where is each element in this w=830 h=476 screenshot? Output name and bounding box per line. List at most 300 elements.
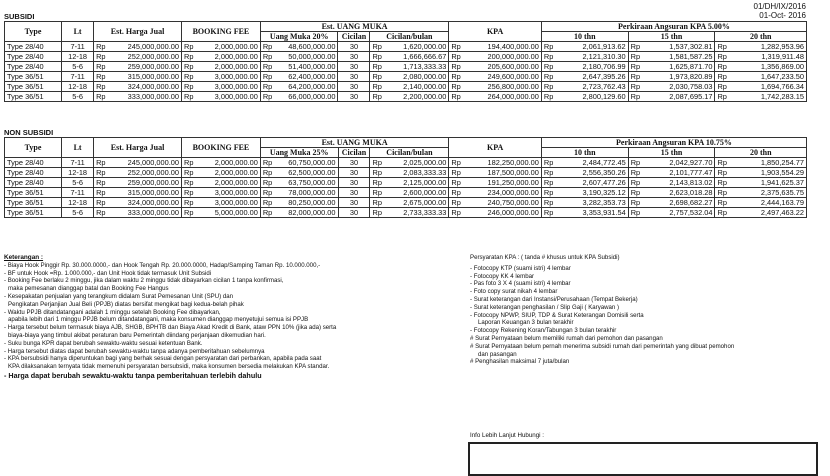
cell-kpa: 191,250,000.00 xyxy=(461,178,541,188)
currency-label: Rp xyxy=(541,178,554,188)
currency-label: Rp xyxy=(94,82,107,92)
currency-label: Rp xyxy=(260,188,273,198)
list-item: Pengikatan Perjanjian Jual Beli (PPJB) diatas bersifat mengikat bagi kedua-belah pihak xyxy=(8,300,244,308)
currency-label: Rp xyxy=(94,62,107,72)
cell-harga: 259,000,000.00 xyxy=(106,178,181,188)
cell-cicilan: 30 xyxy=(338,168,370,178)
cell-10thn: 2,121,310.30 xyxy=(554,52,628,62)
cell-booking: 5,000,000.00 xyxy=(194,208,260,218)
currency-label: Rp xyxy=(370,188,383,198)
currency-label: Rp xyxy=(449,42,462,52)
cell-cicilan-bulan: 2,600,000.00 xyxy=(383,188,449,198)
list-item: # Surat Pernyataan belum memiliki rumah dari pemohon dan pasangan xyxy=(470,334,663,342)
currency-label: Rp xyxy=(715,62,728,72)
cell-cicilan: 30 xyxy=(338,42,370,52)
currency-label: Rp xyxy=(715,158,728,168)
list-item: - Fotocopy Rekening Koran/Tabungan 3 bulan terakhir xyxy=(470,327,617,335)
currency-label: Rp xyxy=(449,92,462,102)
cell-20thn: 1,319,911.48 xyxy=(728,52,807,62)
cell-harga: 245,000,000.00 xyxy=(106,158,181,168)
cell-cicilan-bulan: 2,675,000.00 xyxy=(383,198,449,208)
cell-harga: 245,000,000.00 xyxy=(106,42,181,52)
nonsubsidi-price-table xyxy=(4,137,807,218)
cell-lt: 12-18 xyxy=(62,198,94,208)
list-item: - Suku bunga KPR dapat berubah sewaktu-waktu sesuai ketentuan Bank. xyxy=(4,339,203,347)
table-row xyxy=(5,168,807,178)
currency-label: Rp xyxy=(182,158,195,168)
currency-label: Rp xyxy=(628,188,641,198)
cell-20thn: 2,375,635.75 xyxy=(728,188,807,198)
cell-15thn: 2,698,682.27 xyxy=(641,198,715,208)
currency-label: Rp xyxy=(94,72,107,82)
cell-15thn: 2,030,758.03 xyxy=(641,82,715,92)
currency-label: Rp xyxy=(260,178,273,188)
keterangan-list xyxy=(4,262,459,371)
cell-15thn: 1,537,302.81 xyxy=(641,42,715,52)
cell-cicilan: 30 xyxy=(338,52,370,62)
cell-cicilan: 30 xyxy=(338,198,370,208)
currency-label: Rp xyxy=(94,52,107,62)
col-harga: Est. Harga Jual xyxy=(94,22,182,42)
list-item: - Biaya Hook Pinggir Rp. 30.000.0000,- dan Hook Tengah Rp. 20.000.0000, Hadap/Samping Taman Rp. 10.000.000,- xyxy=(4,261,321,269)
list-item: - Surat keterangan penghasilan / Slip Gaji ( Karyawan ) xyxy=(470,303,620,311)
currency-label: Rp xyxy=(182,52,195,62)
list-item: - Harga tersebut belum termasuk biaya AJB, SHGB, BPHTB dan Biaya Akad Kredit di Bank, ataw PPN 10% (jika ada) serta xyxy=(4,324,337,332)
list-item: - Fotocopy NPWP, SIUP, TDP & Surat Keterangan Domisili serta xyxy=(470,311,644,319)
persyaratan-title: Persyaratan KPA : ( tanda # khusus untuk KPA Subsidi) xyxy=(470,254,620,261)
table-row xyxy=(5,188,807,198)
currency-label: Rp xyxy=(94,168,107,178)
currency-label: Rp xyxy=(628,168,641,178)
currency-label: Rp xyxy=(541,62,554,72)
col-um-pct: Uang Muka 20% xyxy=(260,32,338,42)
cell-cicilan-bulan: 2,733,333.33 xyxy=(383,208,449,218)
cell-booking: 2,000,000.00 xyxy=(194,178,260,188)
cell-uang-muka: 62,400,000.00 xyxy=(273,72,338,82)
currency-label: Rp xyxy=(628,178,641,188)
cell-cicilan-bulan: 2,125,000.00 xyxy=(383,178,449,188)
cell-15thn: 2,087,695.17 xyxy=(641,92,715,102)
currency-label: Rp xyxy=(260,208,273,218)
document-header xyxy=(754,2,806,20)
cell-15thn: 2,101,777.47 xyxy=(641,168,715,178)
cell-10thn: 2,800,129.60 xyxy=(554,92,628,102)
currency-label: Rp xyxy=(449,208,462,218)
cell-cicilan: 30 xyxy=(338,92,370,102)
currency-label: Rp xyxy=(449,72,462,82)
cell-10thn: 2,556,350.26 xyxy=(554,168,628,178)
cell-kpa: 264,000,000.00 xyxy=(461,92,541,102)
list-item: Laporan Keuangan 3 bulan terakhir xyxy=(478,319,574,327)
list-item: # Surat Pernyataan belum pernah menerima subsidi rumah dari pemerintah yang dibuat pemohon xyxy=(470,342,735,350)
currency-label: Rp xyxy=(541,52,554,62)
currency-label: Rp xyxy=(182,188,195,198)
cell-cicilan-bulan: 2,080,000.00 xyxy=(383,72,449,82)
cell-15thn: 2,042,927.70 xyxy=(641,158,715,168)
cell-20thn: 1,356,869.00 xyxy=(728,62,807,72)
cell-cicilan: 30 xyxy=(338,178,370,188)
currency-label: Rp xyxy=(182,198,195,208)
list-item: - Surat keterangan dari Instansi/Perusahaan (Tempat Bekerja) xyxy=(470,295,638,303)
cell-booking: 2,000,000.00 xyxy=(194,52,260,62)
cell-cicilan: 30 xyxy=(338,72,370,82)
persyaratan-list xyxy=(470,265,820,366)
info-contact-label: Info Lebih Lanjut Hubungi : xyxy=(470,432,544,439)
cell-type: Type 36/51 xyxy=(5,92,62,102)
currency-label: Rp xyxy=(370,178,383,188)
col-booking: BOOKING FEE xyxy=(182,138,261,158)
list-item: - Pas foto 3 X 4 (suami istri) 4 lembar xyxy=(470,280,571,288)
table-row xyxy=(5,158,807,168)
col-lt: Lt xyxy=(62,22,94,42)
currency-label: Rp xyxy=(449,62,462,72)
col-10thn: 10 thn xyxy=(541,148,628,158)
cell-cicilan-bulan: 1,713,333.33 xyxy=(383,62,449,72)
currency-label: Rp xyxy=(715,72,728,82)
list-item: - Fotocopy KK 4 lembar xyxy=(470,272,535,280)
keterangan-title: Keterangan : xyxy=(4,254,44,261)
cell-15thn: 1,973,820.89 xyxy=(641,72,715,82)
currency-label: Rp xyxy=(628,158,641,168)
table-row xyxy=(5,82,807,92)
document-date: 01-Oct- 2016 xyxy=(759,11,806,20)
col-uang-muka: Est. UANG MUKA xyxy=(260,22,449,32)
col-10thn: 10 thn xyxy=(541,32,628,42)
list-item: - Waktu PPJB ditandatangani adalah 1 minggu setelah Booking Fee dibayarkan, xyxy=(4,308,221,316)
col-angsuran: Perkiraan Angsuran KPA 10.75% xyxy=(541,138,806,148)
currency-label: Rp xyxy=(260,42,273,52)
currency-label: Rp xyxy=(370,92,383,102)
col-type: Type xyxy=(5,138,62,158)
currency-label: Rp xyxy=(449,178,462,188)
currency-label: Rp xyxy=(260,72,273,82)
currency-label: Rp xyxy=(370,168,383,178)
list-item: - Foto copy surat nikah 4 lembar xyxy=(470,288,558,296)
cell-cicilan: 30 xyxy=(338,188,370,198)
cell-20thn: 1,282,953.96 xyxy=(728,42,807,52)
currency-label: Rp xyxy=(715,198,728,208)
nonsubsidi-title: NON SUBSIDI xyxy=(4,128,54,137)
currency-label: Rp xyxy=(370,158,383,168)
cell-lt: 7-11 xyxy=(62,72,94,82)
cell-booking: 2,000,000.00 xyxy=(194,158,260,168)
cell-booking: 2,000,000.00 xyxy=(194,42,260,52)
keterangan-notes xyxy=(4,254,459,380)
cell-booking: 2,000,000.00 xyxy=(194,168,260,178)
list-item: dan pasangan xyxy=(478,350,517,358)
col-cicilan-bulan: Cicilan/bulan xyxy=(370,32,449,42)
currency-label: Rp xyxy=(94,42,107,52)
currency-label: Rp xyxy=(260,158,273,168)
cell-lt: 12-18 xyxy=(62,82,94,92)
cell-20thn: 1,903,554.29 xyxy=(728,168,807,178)
cell-cicilan-bulan: 1,620,000.00 xyxy=(383,42,449,52)
cell-type: Type 28/40 xyxy=(5,62,62,72)
cell-kpa: 246,000,000.00 xyxy=(461,208,541,218)
currency-label: Rp xyxy=(715,178,728,188)
cell-booking: 3,000,000.00 xyxy=(194,82,260,92)
currency-label: Rp xyxy=(449,168,462,178)
currency-label: Rp xyxy=(449,52,462,62)
cell-20thn: 1,850,254.77 xyxy=(728,158,807,168)
currency-label: Rp xyxy=(715,82,728,92)
cell-kpa: 249,600,000.00 xyxy=(461,72,541,82)
cell-uang-muka: 80,250,000.00 xyxy=(273,198,338,208)
cell-kpa: 194,400,000.00 xyxy=(461,42,541,52)
currency-label: Rp xyxy=(628,62,641,72)
currency-label: Rp xyxy=(715,42,728,52)
col-15thn: 15 thn xyxy=(628,32,715,42)
cell-type: Type 36/51 xyxy=(5,72,62,82)
cell-10thn: 2,180,706.99 xyxy=(554,62,628,72)
currency-label: Rp xyxy=(260,198,273,208)
cell-uang-muka: 63,750,000.00 xyxy=(273,178,338,188)
cell-lt: 7-11 xyxy=(62,158,94,168)
cell-harga: 333,000,000.00 xyxy=(106,208,181,218)
cell-10thn: 2,607,477.26 xyxy=(554,178,628,188)
table-row xyxy=(5,92,807,102)
list-item: - BF untuk Hook =Rp. 1.000.000,- dan Unit Hook tidak termasuk Unit Subsidi xyxy=(4,269,212,277)
cell-type: Type 36/51 xyxy=(5,198,62,208)
cell-booking: 3,000,000.00 xyxy=(194,72,260,82)
cell-type: Type 28/40 xyxy=(5,168,62,178)
cell-lt: 12-18 xyxy=(62,52,94,62)
currency-label: Rp xyxy=(260,52,273,62)
subsidi-title: SUBSIDI xyxy=(4,12,35,21)
cell-type: Type 36/51 xyxy=(5,208,62,218)
cell-kpa: 256,800,000.00 xyxy=(461,82,541,92)
cell-type: Type 28/40 xyxy=(5,42,62,52)
cell-uang-muka: 48,600,000.00 xyxy=(273,42,338,52)
cell-lt: 5-6 xyxy=(62,208,94,218)
currency-label: Rp xyxy=(260,92,273,102)
cell-type: Type 36/51 xyxy=(5,82,62,92)
cell-uang-muka: 50,000,000.00 xyxy=(273,52,338,62)
list-item: KPA dilaksanakan ternyata tidak memenuhi persyaratan bersubsidi, maka konsumen bersedia melakukan KPA standar. xyxy=(8,363,330,371)
cell-type: Type 28/40 xyxy=(5,178,62,188)
currency-label: Rp xyxy=(182,82,195,92)
currency-label: Rp xyxy=(260,168,273,178)
info-contact-box xyxy=(468,442,818,476)
currency-label: Rp xyxy=(449,158,462,168)
currency-label: Rp xyxy=(541,168,554,178)
currency-label: Rp xyxy=(449,188,462,198)
cell-lt: 5-6 xyxy=(62,62,94,72)
cell-uang-muka: 78,000,000.00 xyxy=(273,188,338,198)
currency-label: Rp xyxy=(94,208,107,218)
currency-label: Rp xyxy=(370,42,383,52)
cell-20thn: 2,497,463.22 xyxy=(728,208,807,218)
currency-label: Rp xyxy=(260,82,273,92)
cell-lt: 12-18 xyxy=(62,168,94,178)
reference-number: 01/DH/IX/2016 xyxy=(753,2,806,11)
cell-kpa: 187,500,000.00 xyxy=(461,168,541,178)
currency-label: Rp xyxy=(94,92,107,102)
cell-booking: 3,000,000.00 xyxy=(194,198,260,208)
cell-15thn: 1,581,587.25 xyxy=(641,52,715,62)
col-cicilan: Cicilan xyxy=(338,148,370,158)
col-type: Type xyxy=(5,22,62,42)
col-kpa: KPA xyxy=(449,138,542,158)
col-booking: BOOKING FEE xyxy=(182,22,261,42)
list-item: apabila lebih dari 1 minggu PPJB belum ditandatangani, maka konsumen dianggap menyetujui semua isi PPJB xyxy=(8,316,309,324)
col-cicilan-bulan: Cicilan/bulan xyxy=(370,148,449,158)
currency-label: Rp xyxy=(370,62,383,72)
cell-lt: 5-6 xyxy=(62,178,94,188)
list-item: - Kesepakatan penjualan yang terangkum didalam Surat Pemesanan Unit (SPU) dan xyxy=(4,292,233,300)
cell-cicilan: 30 xyxy=(338,82,370,92)
currency-label: Rp xyxy=(541,198,554,208)
currency-label: Rp xyxy=(628,42,641,52)
currency-label: Rp xyxy=(541,42,554,52)
currency-label: Rp xyxy=(628,52,641,62)
currency-label: Rp xyxy=(182,92,195,102)
table-row xyxy=(5,42,807,52)
table-row xyxy=(5,62,807,72)
cell-cicilan: 30 xyxy=(338,62,370,72)
currency-label: Rp xyxy=(370,208,383,218)
cell-15thn: 2,143,813.02 xyxy=(641,178,715,188)
header-row xyxy=(5,22,807,32)
cell-uang-muka: 51,400,000.00 xyxy=(273,62,338,72)
cell-uang-muka: 64,200,000.00 xyxy=(273,82,338,92)
currency-label: Rp xyxy=(370,198,383,208)
cell-20thn: 2,444,163.79 xyxy=(728,198,807,208)
header-row xyxy=(5,138,807,148)
col-harga: Est. Harga Jual xyxy=(94,138,182,158)
currency-label: Rp xyxy=(260,62,273,72)
col-um-pct: Uang Muka 25% xyxy=(260,148,338,158)
currency-label: Rp xyxy=(449,198,462,208)
cell-uang-muka: 66,000,000.00 xyxy=(273,92,338,102)
col-kpa: KPA xyxy=(449,22,542,42)
currency-label: Rp xyxy=(182,72,195,82)
currency-label: Rp xyxy=(182,178,195,188)
cell-10thn: 3,353,931.54 xyxy=(554,208,628,218)
col-angsuran: Perkiraan Angsuran KPA 5.00% xyxy=(541,22,806,32)
cell-cicilan-bulan: 2,083,333.33 xyxy=(383,168,449,178)
cell-uang-muka: 60,750,000.00 xyxy=(273,158,338,168)
cell-kpa: 240,750,000.00 xyxy=(461,198,541,208)
currency-label: Rp xyxy=(715,92,728,102)
table-row xyxy=(5,178,807,188)
cell-harga: 315,000,000.00 xyxy=(106,72,181,82)
currency-label: Rp xyxy=(541,72,554,82)
cell-cicilan-bulan: 2,025,000.00 xyxy=(383,158,449,168)
currency-label: Rp xyxy=(541,208,554,218)
table-row xyxy=(5,208,807,218)
cell-harga: 324,000,000.00 xyxy=(106,198,181,208)
currency-label: Rp xyxy=(628,82,641,92)
subsidi-price-table xyxy=(4,21,807,102)
cell-lt: 7-11 xyxy=(62,188,94,198)
list-item: - KPA bersubsidi hanya diperuntukan bagi yang berhak sesuai dengan persyaratan dari perbankan, apabila pada saat xyxy=(4,355,322,363)
cell-harga: 333,000,000.00 xyxy=(106,92,181,102)
cell-10thn: 3,282,353.73 xyxy=(554,198,628,208)
list-item: biaya-biaya yang timbul akibat peraturan baru Pemerintah diindang perjanjaan dikemudian hari. xyxy=(8,331,266,339)
currency-label: Rp xyxy=(628,198,641,208)
table-row xyxy=(5,52,807,62)
cell-20thn: 1,742,283.15 xyxy=(728,92,807,102)
currency-label: Rp xyxy=(370,82,383,92)
cell-10thn: 2,723,762.43 xyxy=(554,82,628,92)
col-uang-muka: Est. UANG MUKA xyxy=(260,138,449,148)
currency-label: Rp xyxy=(94,158,107,168)
cell-harga: 252,000,000.00 xyxy=(106,52,181,62)
cell-10thn: 3,190,325.12 xyxy=(554,188,628,198)
currency-label: Rp xyxy=(715,188,728,198)
cell-harga: 315,000,000.00 xyxy=(106,188,181,198)
currency-label: Rp xyxy=(541,82,554,92)
cell-10thn: 2,061,913.62 xyxy=(554,42,628,52)
col-lt: Lt xyxy=(62,138,94,158)
currency-label: Rp xyxy=(715,208,728,218)
currency-label: Rp xyxy=(94,178,107,188)
currency-label: Rp xyxy=(715,168,728,178)
cell-15thn: 2,623,018.28 xyxy=(641,188,715,198)
cell-harga: 259,000,000.00 xyxy=(106,62,181,72)
list-item: - Fotocopy KTP (suami istri) 4 lembar xyxy=(470,264,571,272)
cell-type: Type 28/40 xyxy=(5,158,62,168)
cell-booking: 2,000,000.00 xyxy=(194,62,260,72)
cell-kpa: 234,000,000.00 xyxy=(461,188,541,198)
col-cicilan: Cicilan xyxy=(338,32,370,42)
currency-label: Rp xyxy=(449,82,462,92)
cell-kpa: 200,000,000.00 xyxy=(461,52,541,62)
cell-cicilan-bulan: 2,200,000.00 xyxy=(383,92,449,102)
cell-uang-muka: 82,000,000.00 xyxy=(273,208,338,218)
col-20thn: 20 thn xyxy=(715,148,807,158)
cell-booking: 3,000,000.00 xyxy=(194,188,260,198)
list-item: - Booking Fee berlaku 2 minggu, jika dalam waktu 2 minggu tidak dibayarkan cicilan 1 tanpa konfirmasi, xyxy=(4,277,284,285)
cell-10thn: 2,484,772.45 xyxy=(554,158,628,168)
cell-cicilan: 30 xyxy=(338,208,370,218)
currency-label: Rp xyxy=(182,62,195,72)
list-item: maka pemesanan dianggap batal dan Booking Fee Hangus xyxy=(8,285,169,293)
cell-20thn: 1,941,625.37 xyxy=(728,178,807,188)
table-row xyxy=(5,198,807,208)
currency-label: Rp xyxy=(370,52,383,62)
cell-uang-muka: 62,500,000.00 xyxy=(273,168,338,178)
cell-10thn: 2,647,395.26 xyxy=(554,72,628,82)
currency-label: Rp xyxy=(628,72,641,82)
cell-lt: 5-6 xyxy=(62,92,94,102)
list-item: - Harga tersebut diatas dapat berubah sewaktu-waktu tanpa adanya pemberitahuan sebelumnya xyxy=(4,347,265,355)
cell-15thn: 2,757,532.04 xyxy=(641,208,715,218)
cell-harga: 252,000,000.00 xyxy=(106,168,181,178)
currency-label: Rp xyxy=(541,188,554,198)
cell-20thn: 1,694,766.34 xyxy=(728,82,807,92)
persyaratan-section xyxy=(470,254,820,366)
table-row xyxy=(5,72,807,82)
currency-label: Rp xyxy=(715,52,728,62)
cell-cicilan-bulan: 1,666,666.67 xyxy=(383,52,449,62)
currency-label: Rp xyxy=(182,208,195,218)
list-item: # Penghasilan maksimal 7 juta/bulan xyxy=(470,358,570,366)
col-20thn: 20 thn xyxy=(715,32,807,42)
cell-15thn: 1,625,871.70 xyxy=(641,62,715,72)
cell-harga: 324,000,000.00 xyxy=(106,82,181,92)
cell-kpa: 182,250,000.00 xyxy=(461,158,541,168)
cell-cicilan: 30 xyxy=(338,158,370,168)
keterangan-footer: - Harga dapat berubah sewaktu-waktu tanpa pemberitahuan terlebih dahulu xyxy=(4,370,262,380)
cell-cicilan-bulan: 2,140,000.00 xyxy=(383,82,449,92)
currency-label: Rp xyxy=(541,92,554,102)
cell-type: Type 36/51 xyxy=(5,188,62,198)
currency-label: Rp xyxy=(541,158,554,168)
currency-label: Rp xyxy=(370,72,383,82)
currency-label: Rp xyxy=(182,42,195,52)
